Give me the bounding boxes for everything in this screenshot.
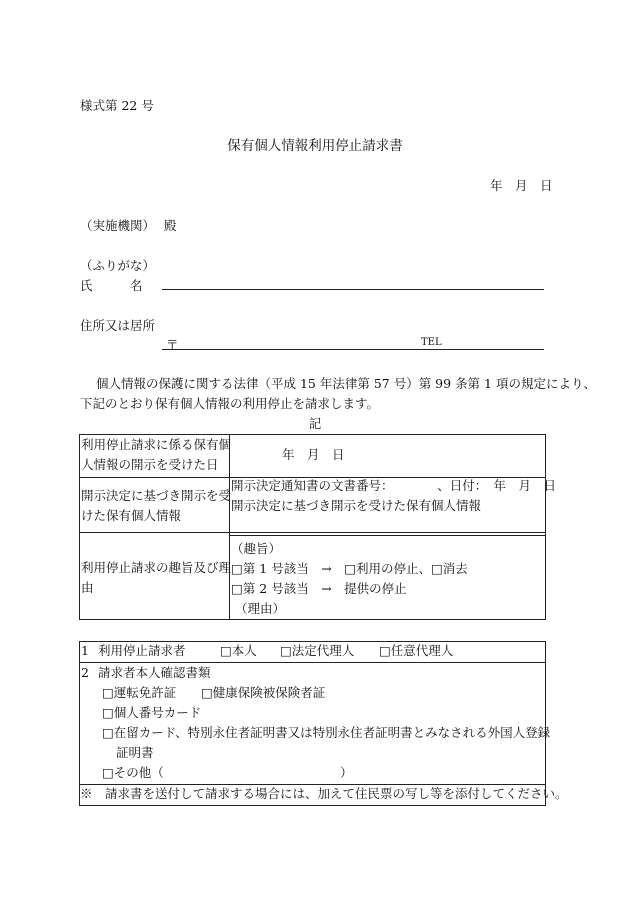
residence-card-label-cont: 証明書 [116, 745, 154, 760]
row2-label-line1: 開示決定に基づき開示を受 [81, 488, 232, 503]
row3-label-line1: 利用停止請求の趣旨及び理 [81, 560, 232, 575]
section2-number: 2 [81, 665, 89, 680]
row-divider [79, 532, 546, 533]
addressee-label: （実施機関） [80, 218, 156, 233]
other-document-checkbox[interactable]: □その他（ [102, 765, 164, 780]
row1-label-line1: 利用停止請求に係る保有個 [81, 437, 232, 452]
postal-mark: 〒 [166, 337, 179, 352]
section1-label: 利用停止請求者 [98, 643, 186, 658]
item1-checkbox-row[interactable]: □第 1 号該当 → □利用の停止、□消去 [231, 561, 468, 576]
mail-note: ※ 請求書を送付して請求する場合には、加えて住民票の写し等を添付してください。 [80, 786, 568, 801]
name-field[interactable] [162, 289, 544, 290]
other-document-close: ） [340, 765, 353, 780]
row2-label-line2: けた保有個人情報 [81, 508, 182, 523]
disclosed-info-field[interactable]: 開示決定に基づき開示を受けた保有個人情報 [231, 498, 482, 513]
tel-mark: TEL [421, 337, 442, 348]
honorific: 殿 [164, 218, 177, 233]
drivers-license-checkbox[interactable]: □運転免許証 [102, 685, 177, 700]
ki-heading: 記 [308, 416, 322, 431]
address-label: 住所又は居所 [80, 318, 156, 333]
reason-label: （理由） [235, 601, 286, 616]
health-insurance-checkbox[interactable]: □健康保険被保険者証 [201, 685, 326, 700]
section1-number: 1 [81, 643, 89, 658]
row1-label-line2: 人情報の開示を受けた日 [81, 457, 219, 472]
disclosure-date-field[interactable]: 年 月 日 [282, 447, 345, 462]
row3-label-line2: 由 [81, 580, 94, 595]
address-field[interactable] [162, 349, 544, 350]
requester-self-checkbox[interactable]: □本人 [220, 643, 257, 658]
row-divider-double [229, 535, 546, 536]
requester-legal-agent-checkbox[interactable]: □法定代理人 [280, 643, 355, 658]
body-text-line1: 個人情報の保護に関する法律（平成 15 年法律第 57 号）第 99 条第 1 項の規定により、 [96, 376, 596, 391]
form-number: 様式第 22 号 [80, 98, 154, 113]
requester-voluntary-agent-checkbox[interactable]: □任意代理人 [379, 643, 454, 658]
body-text-line2: 下記のとおり保有個人情報の利用停止を請求します。 [80, 396, 380, 411]
furigana-label: （ふりがな） [80, 258, 156, 273]
residence-card-checkbox[interactable]: □在留カード、特別永住者証明書又は特別永住者証明書とみなされる外国人登録 [102, 725, 551, 740]
name-label: 氏 名 [80, 278, 143, 293]
page-title: 保有個人情報利用停止請求書 [227, 138, 403, 154]
notice-number-date-field[interactable]: 開示決定通知書の文書番号： 、日付： 年 月 日 [231, 478, 557, 493]
purpose-label: （趣旨） [231, 541, 282, 556]
date-fields[interactable]: 年 月 日 [490, 178, 553, 193]
table-divider [229, 434, 230, 620]
item2-checkbox-row[interactable]: □第 2 号該当 → 提供の停止 [231, 581, 407, 596]
my-number-card-checkbox[interactable]: □個人番号カード [102, 705, 202, 720]
section2-label: 請求者本人確認書類 [98, 665, 211, 680]
